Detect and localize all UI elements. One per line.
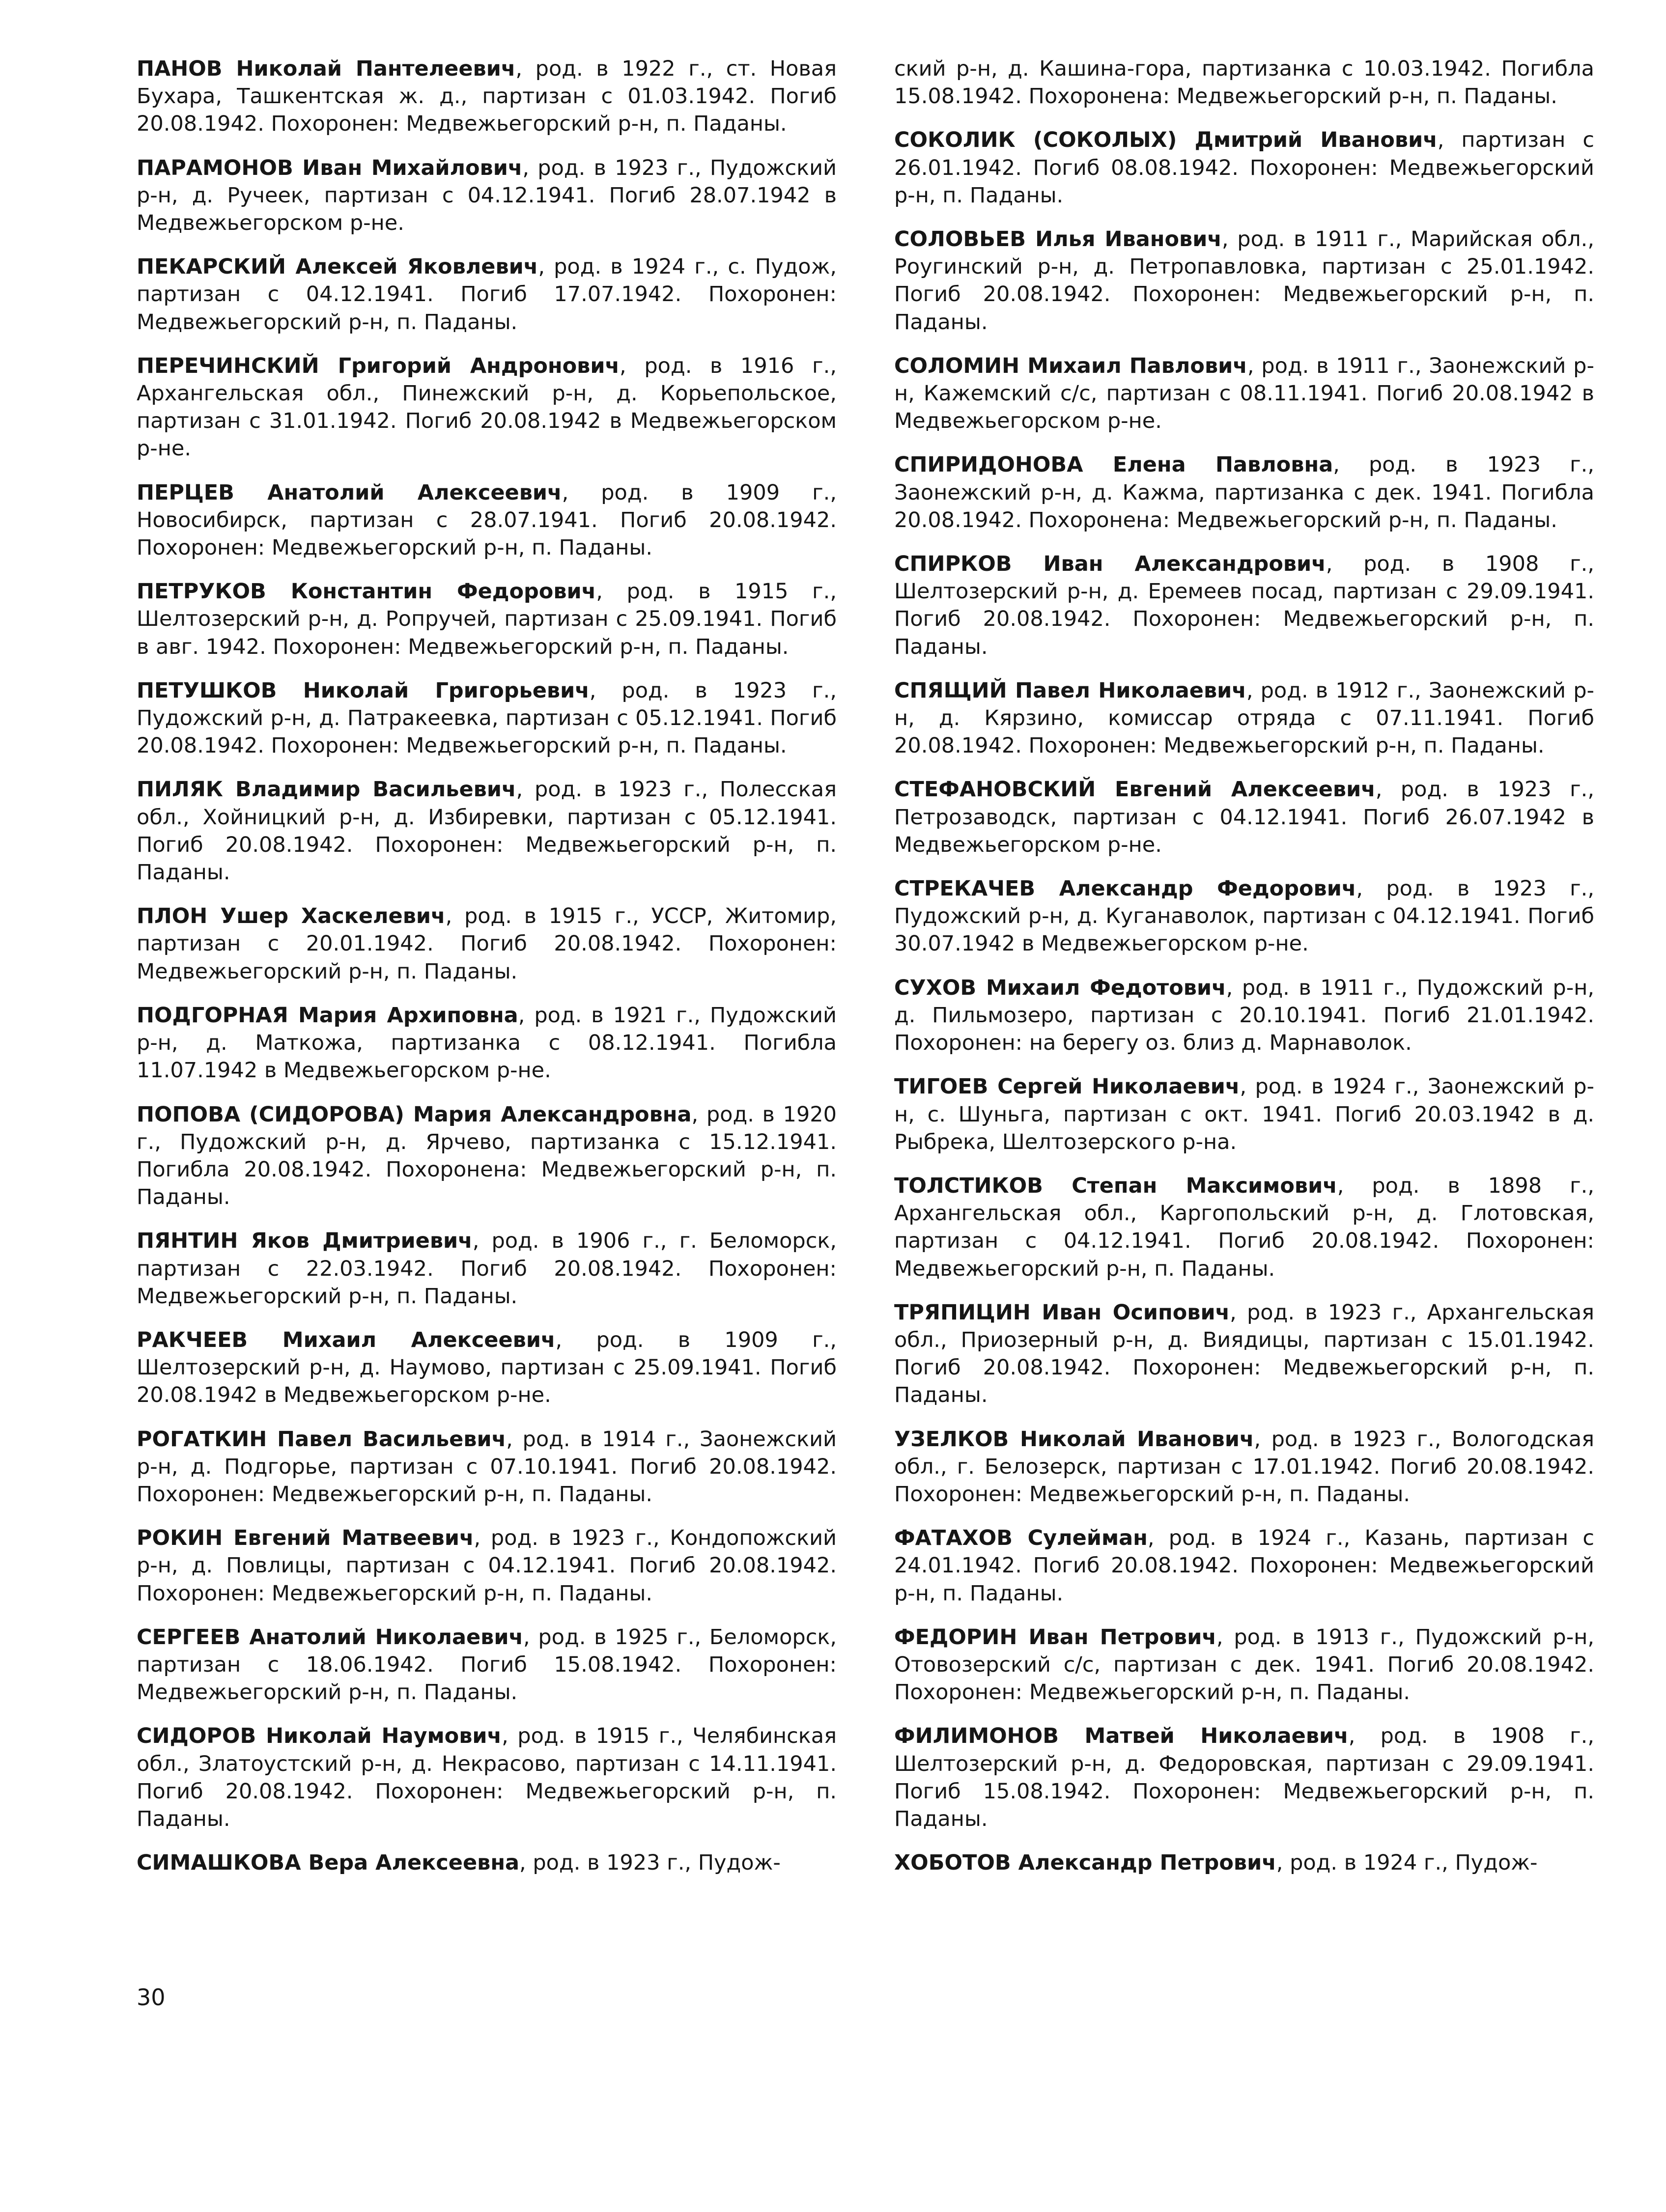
biography-entry [894, 1722, 1594, 1833]
entry-text: , род. в 1923 г., Пудожский р-н, д. Патракеевка, партизан с 05.12.1941. Погиб 20.08.1942. Похоронен: Медвежьегорский р-н, п. Паданы. [137, 678, 837, 758]
entry-name: СОКОЛИК (СОКОЛЫХ) Дмитрий Иванович [894, 128, 1438, 153]
entry-name: РАКЧЕЕВ Михаил Алексеевич [137, 1327, 556, 1352]
entry-name: ФЕДОРИН Иван Петрович [894, 1624, 1216, 1650]
entry-text: , род. в 1923 г., Полесская обл., Хойницкий р-н, д. Избиревки, партизан с 05.12.1941. Погиб 20.08.1942. Похоронен: Медвежьегорский р-н, п. Паданы. [137, 777, 837, 885]
entry-text: , род. в 1909 г., Новосибирск, партизан с 28.07.1941. Погиб 20.08.1942. Похоронен: Медвежьегорский р-н, п. Паданы. [137, 480, 837, 560]
biography-entry [137, 902, 837, 985]
entry-text: , род. в 1921 г., Пудожский р-н, д. Маткожа, партизанка с 08.12.1941. Погибла 11.07.1942 в Медвежьегорском р-не. [137, 1003, 837, 1083]
biography-entry [137, 1849, 837, 1876]
biography-entry [137, 352, 837, 463]
left-column [137, 55, 837, 1893]
entry-name: ПАРАМОНОВ Иван Михайлович [137, 155, 523, 180]
entry-text: , род. в 1923 г., Архангельская обл., Приозерный р-н, д. Виядицы, партизан с 15.01.1942. Погиб 20.08.1942. Похоронен: Медвежьегорский р-н, п. Паданы. [894, 1300, 1594, 1408]
entry-text: , род. в 1908 г., Шелтозерский р-н, д. Федоровская, партизан с 29.09.1941. Погиб 15.08.1942. Похоронен: Медвежьегорский р-н, п. Паданы. [894, 1724, 1595, 1831]
entry-text: ский р-н, д. Кашина-гора, партизанка с 10.03.1942. Погибла 15.08.1942. Похоронена: Медвежьегорский р-н, п. Паданы. [894, 56, 1594, 109]
biography-entry [137, 776, 837, 886]
biography-entry [137, 1426, 837, 1509]
entry-text: , род. в 1908 г., Шелтозерский р-н, д. Еремеев посад, партизан с 29.09.1941. Погиб 20.08.1942. Похоронен: Медвежьегорский р-н, п. Паданы. [894, 552, 1595, 659]
entry-text: , род. в 1906 г., г. Беломорск, партизан с 22.03.1942. Погиб 20.08.1942. Похоронен: Медвежьегорский р-н, п. Паданы. [137, 1229, 837, 1309]
biography-entry [137, 677, 837, 760]
biography-entry [137, 1326, 837, 1409]
biography-entry [137, 479, 837, 562]
biography-entry [894, 550, 1594, 661]
entry-text: , род. в 1913 г., Пудожский р-н, Отовозерский с/с, партизан с дек. 1941. Погиб 20.08.1942. Похоронен: Медвежьегорский р-н, п. Паданы. [894, 1624, 1595, 1705]
biography-entry [894, 451, 1594, 534]
biography-entry [894, 677, 1594, 760]
entry-name: СОЛОМИН Михаил Павлович [894, 353, 1247, 378]
entry-name: ТОЛСТИКОВ Степан Максимович [894, 1173, 1337, 1198]
entry-name: СПЯЩИЙ Павел Николаевич [894, 678, 1246, 703]
entry-text: , род. в 1923 г., Заонежский р-н, д. Кажма, партизанка с дек. 1941. Погибла 20.08.1942. Похоронена: Медвежьегорский р-н, п. Паданы. [894, 452, 1594, 532]
entry-name: ПЕРЕЧИНСКИЙ Григорий Андронович [137, 353, 620, 378]
entry-name: ПЕКАРСКИЙ Алексей Яковлевич [137, 254, 538, 280]
biography-entry [894, 974, 1594, 1057]
biography-entry [137, 253, 837, 336]
entry-text: , род. в 1916 г., Архангельская обл., Пинежский р-н, д. Корьепольское, партизан с 31.01.1942. Погиб 20.08.1942 в Медвежьегорском р-не. [137, 353, 837, 461]
page-number: 30 [137, 1984, 166, 2011]
biography-entry [894, 1849, 1594, 1876]
biography-entry [137, 578, 837, 661]
entry-text: , род. в 1923 г., Кондопожский р-н, д. Повлицы, партизан с 04.12.1941. Погиб 20.08.1942. Похоронен: Медвежьегорский р-н, п. Паданы. [137, 1526, 837, 1606]
entry-name: ПЕРЦЕВ Анатолий Алексеевич [137, 480, 562, 505]
entry-text: , род. в 1925 г., Беломорск, партизан с 18.06.1942. Погиб 15.08.1942. Похоронен: Медвежьегорский р-н, п. Паданы. [137, 1624, 837, 1705]
biography-entry [894, 126, 1594, 209]
biography-entry [894, 1299, 1594, 1409]
biography-entry [894, 55, 1594, 110]
biography-entry [894, 1073, 1594, 1156]
entry-name: ПОДГОРНАЯ Мария Архиповна [137, 1003, 518, 1028]
entry-name: ПАНОВ Николай Пантелеевич [137, 56, 516, 81]
biography-entry [894, 1624, 1594, 1707]
entry-name: РОГАТКИН Павел Васильевич [137, 1427, 507, 1452]
biography-entry [894, 352, 1594, 435]
entry-text: , род. в 1923 г., Пудож- [519, 1850, 781, 1876]
entry-name: ПИЛЯК Владимир Васильевич [137, 777, 516, 802]
entry-text: , род. в 1924 г., Заонежский р-н, с. Шуньга, партизан с окт. 1941. Погиб 20.03.1942 в д. Рыбрека, Шелтозерского р-на. [894, 1074, 1595, 1154]
entry-text: , род. в 1923 г., Пудожский р-н, д. Куганаволок, партизан с 04.12.1941. Погиб 30.07.1942 в Медвежьегорском р-не. [894, 876, 1594, 956]
entry-text: , род. в 1909 г., Шелтозерский р-н, д. Наумово, партизан с 25.09.1941. Погиб 20.08.1942 в Медвежьегорском р-не. [137, 1327, 837, 1408]
entry-name: ПЯНТИН Яков Дмитриевич [137, 1229, 473, 1254]
entry-text: , род. в 1924 г., Казань, партизан с 24.01.1942. Погиб 20.08.1942. Похоронен: Медвежьегорский р-н, п. Паданы. [894, 1526, 1594, 1606]
entry-name: ПЕТУШКОВ Николай Григорьевич [137, 678, 590, 703]
entry-name: ХОБОТОВ Александр Петрович [894, 1850, 1276, 1876]
entry-text: , род. в 1924 г., Пудож- [1276, 1850, 1538, 1876]
entry-name: ПЕТРУКОВ Константин Федорович [137, 579, 596, 604]
entry-name: СИДОРОВ Николай Наумович [137, 1724, 502, 1749]
entry-text: , род. в 1898 г., Архангельская обл., Каргопольский р-н, д. Глотовская, партизан с 04.12.1941. Погиб 20.08.1942. Похоронен: Медвежьегорский р-н, п. Паданы. [894, 1173, 1595, 1281]
entry-text: , род. в 1911 г., Пудожский р-н, д. Пильмозеро, партизан с 20.10.1941. Погиб 21.01.1942. Похоронен: на берегу оз. близ д. Марнаволок. [894, 975, 1594, 1056]
entry-text: , род. в 1922 г., ст. Новая Бухара, Ташкентская ж. д., партизан с 01.03.1942. Погиб 20.08.1942. Похоронен: Медвежьегорский р-н, п. Паданы. [137, 56, 837, 137]
biography-entry [894, 875, 1594, 958]
entry-name: ТРЯПИЦИН Иван Осипович [894, 1300, 1230, 1325]
biography-entry [894, 1524, 1594, 1607]
biography-entry [137, 1227, 837, 1310]
entry-text: , род. в 1914 г., Заонежский р-н, д. Подгорье, партизан с 07.10.1941. Погиб 20.08.1942. Похоронен: Медвежьегорский р-н, п. Паданы. [137, 1427, 837, 1507]
biography-entry [137, 1002, 837, 1085]
entry-name: ПЛОН Ушер Хаскелевич [137, 904, 446, 929]
biography-entry [137, 1624, 837, 1707]
entry-name: СТЕФАНОВСКИЙ Евгений Алексеевич [894, 777, 1376, 802]
entry-text: , род. в 1923 г., Вологодская обл., г. Белозерск, партизан с 17.01.1942. Погиб 20.08.1942. Похоронен: Медвежьегорский р-н, п. Паданы. [894, 1427, 1594, 1507]
entry-text: , род. в 1923 г., Петрозаводск, партизан с 04.12.1941. Погиб 26.07.1942 в Медвежьегорском р-не. [894, 777, 1594, 857]
entry-text: , партизан с 26.01.1942. Погиб 08.08.1942. Похоронен: Медвежьегорский р-н, п. Паданы. [894, 128, 1594, 208]
entry-name: СУХОВ Михаил Федотович [894, 975, 1226, 1000]
entry-text: , род. в 1912 г., Заонежский р-н, д. Кярзино, комиссар отряда с 07.11.1941. Погиб 20.08.1942. Похоронен: Медвежьегорский р-н, п. Паданы. [894, 678, 1594, 758]
right-column [894, 55, 1594, 1893]
entry-text: , род. в 1915 г., Шелтозерский р-н, д. Ропручей, партизан с 25.09.1941. Погиб в авг. 1942. Похоронен: Медвежьегорский р-н, п. Паданы. [137, 579, 837, 659]
entry-name: ТИГОЕВ Сергей Николаевич [894, 1074, 1240, 1099]
entry-text: , род. в 1924 г., с. Пудож, партизан с 04.12.1941. Погиб 17.07.1942. Похоронен: Медвежьегорский р-н, п. Паданы. [137, 254, 837, 335]
biography-entry [894, 776, 1594, 859]
biography-entry [137, 1101, 837, 1211]
entry-text: , род. в 1923 г., Пудожский р-н, д. Ручеек, партизан с 04.12.1941. Погиб 28.07.1942 в Медвежьегорском р-не. [137, 155, 837, 236]
biography-entry [137, 154, 837, 237]
entry-text: , род. в 1911 г., Марийская обл., Роугинский р-н, д. Петропавловка, партизан с 25.01.1942. Погиб 20.08.1942. Похоронен: Медвежьегорский р-н, п. Паданы. [894, 227, 1594, 335]
entry-text: , род. в 1915 г., Челябинская обл., Златоустский р-н, д. Некрасово, партизан с 14.11.1941. Погиб 20.08.1942. Похоронен: Медвежьегорский р-н, п. Паданы. [137, 1724, 837, 1831]
entry-name: СПИРИДОНОВА Елена Павловна [894, 452, 1333, 477]
biography-entry [137, 1722, 837, 1833]
entry-text: , род. в 1911 г., Заонежский р-н, Кажемский с/с, партизан с 08.11.1941. Погиб 20.08.1942 в Медвежьегорском р-не. [894, 353, 1594, 434]
entry-name: ФАТАХОВ Сулейман [894, 1526, 1148, 1551]
biography-entry [137, 55, 837, 138]
entry-name: СТРЕКАЧЕВ Александр Федорович [894, 876, 1356, 901]
entry-text: , род. в 1915 г., УССР, Житомир, партизан с 20.01.1942. Погиб 20.08.1942. Похоронен: Медвежьегорский р-н, п. Паданы. [137, 904, 837, 984]
biography-entry [894, 1172, 1594, 1283]
biography-entry [894, 1426, 1594, 1509]
entry-name: РОКИН Евгений Матвеевич [137, 1526, 474, 1551]
entry-text: , род. в 1920 г., Пудожский р-н, д. Ярчево, партизанка с 15.12.1941. Погибла 20.08.1942. Похоронена: Медвежьегорский р-н, п. Паданы. [137, 1102, 837, 1210]
entry-name: ФИЛИМОНОВ Матвей Николаевич [894, 1724, 1349, 1749]
entry-name: СИМАШКОВА Вера Алексеевна [137, 1850, 520, 1876]
entry-name: УЗЕЛКОВ Николай Иванович [894, 1427, 1254, 1452]
entry-name: СОЛОВЬЕВ Илья Иванович [894, 227, 1222, 252]
entry-name: СПИРКОВ Иван Александрович [894, 552, 1326, 577]
biography-entry [894, 225, 1594, 336]
entry-name: СЕРГЕЕВ Анатолий Николаевич [137, 1624, 523, 1650]
biography-entry [137, 1524, 837, 1607]
entry-name: ПОПОВА (СИДОРОВА) Мария Александровна [137, 1102, 692, 1127]
